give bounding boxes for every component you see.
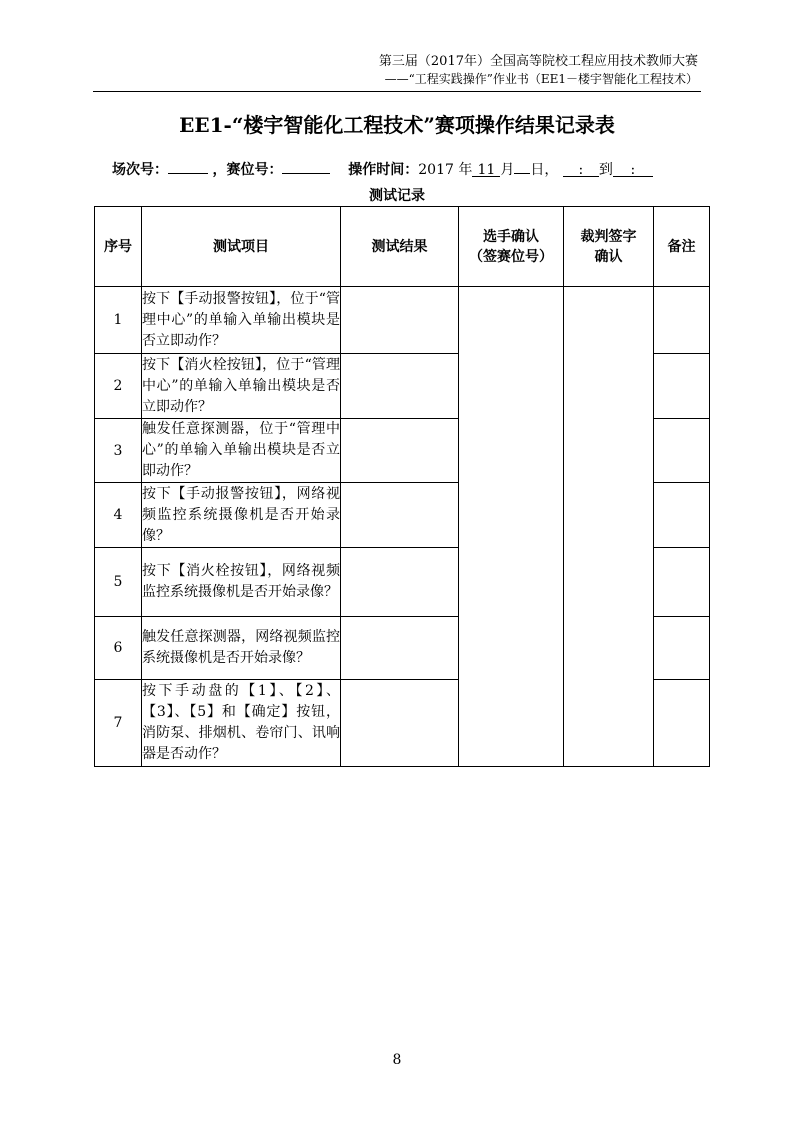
header-seq: 序号 [95,207,142,287]
judge-signature-cell[interactable] [564,287,654,767]
seat-label: ，赛位号： [212,162,283,178]
end-time-colon: : [630,162,636,178]
header-judge-signature [564,207,654,287]
result-cell[interactable] [341,617,459,680]
table-row [95,287,710,354]
remark-cell[interactable] [654,617,710,680]
row-number: 1 [95,287,142,354]
seat-blank[interactable] [282,157,330,174]
header-result: 测试结果 [341,207,459,287]
header-item: 测试项目 [142,207,341,287]
header-competition-title: 第三届（2017年）全国高等院校工程应用技术教师大赛 [378,54,698,69]
header-workbook-subtitle: ——“工程实践操作”作业书（EE1－楼宇智能化工程技术） [384,72,698,86]
header-judge-line2: 确认 [594,248,623,265]
table-caption: 测试记录 [369,188,425,204]
remark-cell[interactable] [654,483,710,548]
info-line [112,157,653,180]
day-unit: 日， [530,162,559,178]
remark-cell[interactable] [654,354,710,419]
table-header-row [95,207,710,287]
result-cell[interactable] [341,354,459,419]
result-cell[interactable] [341,419,459,483]
year-text: 2017 年 [418,162,473,178]
remark-cell[interactable] [654,287,710,354]
row-number: 5 [95,548,142,617]
result-cell[interactable] [341,287,459,354]
session-blank[interactable] [168,157,208,174]
row-test-item: 触发任意探测器，网络视频监控系统摄像机是否开始录像？ [142,617,341,680]
to-text: 到 [598,162,613,178]
row-number: 3 [95,419,142,483]
contestant-confirm-cell[interactable] [459,287,564,767]
time-label: 操作时间： [348,162,419,178]
page-title: EE1-“楼宇智能化工程技术”赛项操作结果记录表 [179,113,615,137]
result-cell[interactable] [341,548,459,617]
remark-cell[interactable] [654,548,710,617]
row-test-item: 按下手动盘的【1】、【2】、【3】、【5】和【确定】按钮，消防泵、排烟机、卷帘门、讯响器是否动作？ [142,680,341,767]
row-number: 4 [95,483,142,548]
remark-cell[interactable] [654,680,710,767]
start-time-blank[interactable] [563,160,599,177]
start-time-colon: : [578,162,584,178]
header-confirm-line2: （签赛位号） [469,248,553,265]
header-confirm-line1: 选手确认 [483,228,539,245]
row-number: 7 [95,680,142,767]
header-judge-line1: 裁判签字 [580,228,637,245]
row-number: 2 [95,354,142,419]
result-cell[interactable] [341,483,459,548]
header-remark: 备注 [654,207,710,287]
row-number: 6 [95,617,142,680]
month-unit: 月 [500,162,515,178]
page-number: 8 [392,1052,402,1068]
header-contestant-confirm [459,207,564,287]
test-record-table [94,206,710,767]
day-blank[interactable] [514,157,530,174]
row-test-item: 按下【消火栓按钮】，位于“管理中心”的单输入单输出模块是否立即动作？ [142,354,341,419]
row-test-item: 触发任意探测器，位于“管理中心”的单输入单输出模块是否立即动作？ [142,419,341,483]
result-cell[interactable] [341,680,459,767]
row-test-item: 按下【消火栓按钮】，网络视频监控系统摄像机是否开始录像？ [142,548,341,617]
end-time-blank[interactable] [613,160,653,177]
row-test-item: 按下【手动报警按钮】，位于“管理中心”的单输入单输出模块是否立即动作？ [142,287,341,354]
remark-cell[interactable] [654,419,710,483]
header-rule [93,91,701,92]
row-test-item: 按下【手动报警按钮】，网络视频监控系统摄像机是否开始录像？ [142,483,341,548]
session-label: 场次号： [112,162,168,178]
month-blank[interactable]: 11 [472,160,500,177]
